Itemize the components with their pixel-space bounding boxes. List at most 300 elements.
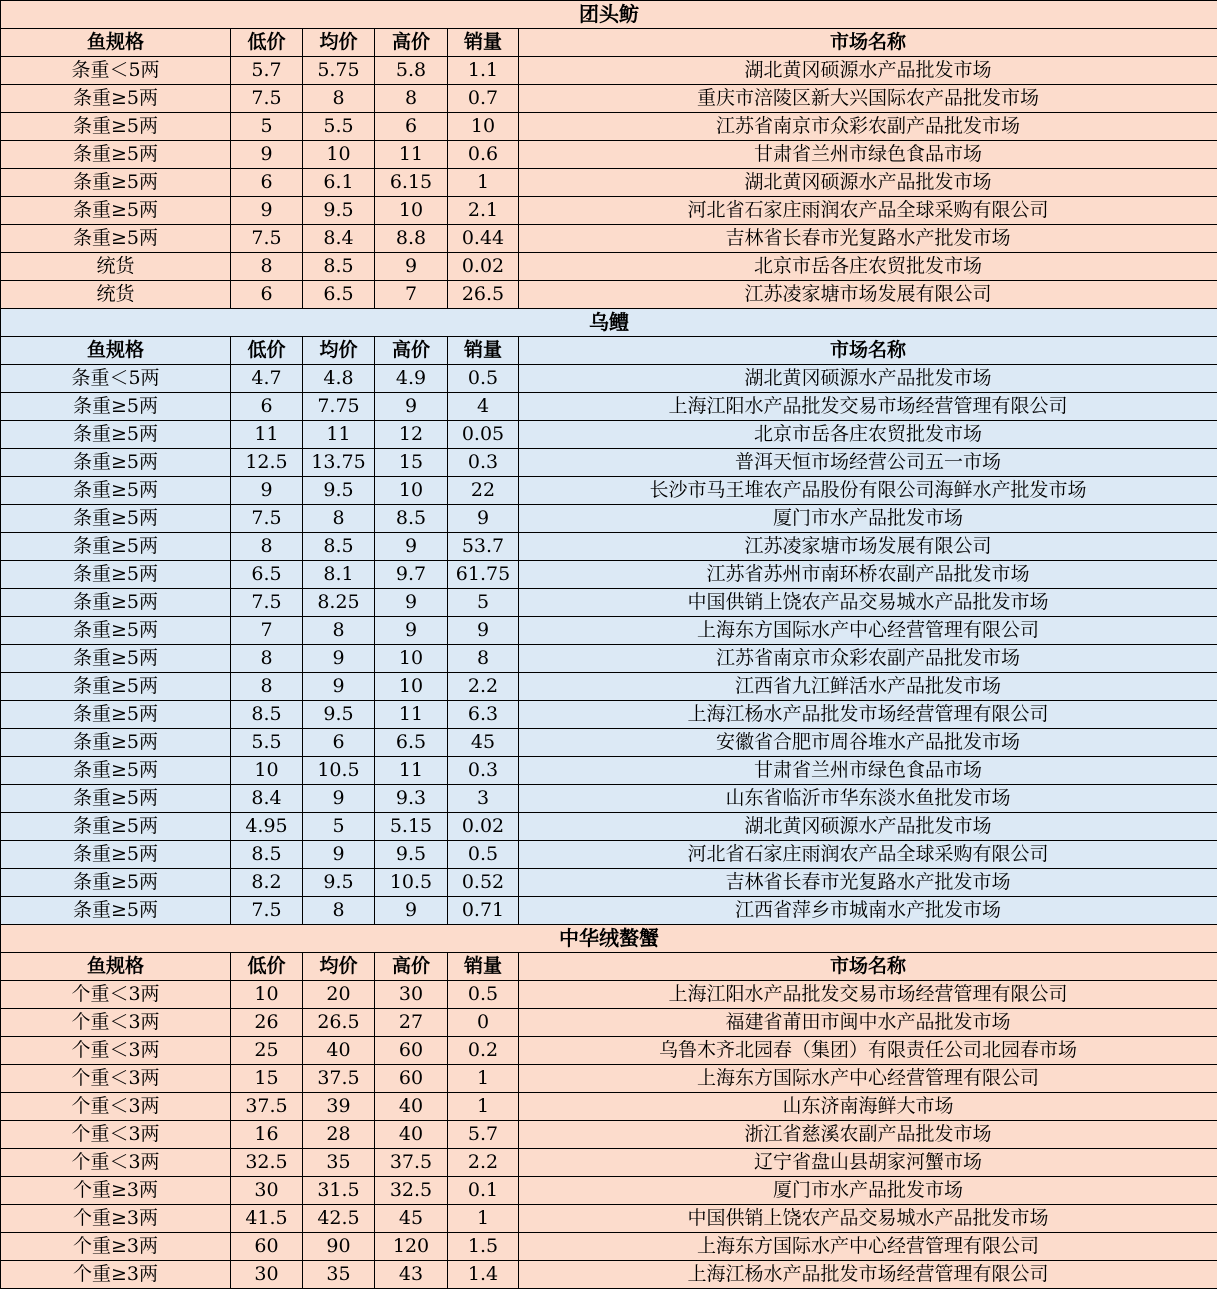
cell-low: 16 [231,1121,303,1149]
cell-spec: 条重≥5两 [1,85,231,113]
cell-avg: 8.1 [303,561,375,589]
cell-volume: 9 [448,505,519,533]
cell-low: 8.2 [231,869,303,897]
section-1 [1,309,1217,925]
cell-volume: 0 [448,1009,519,1037]
cell-high: 32.5 [375,1177,448,1205]
cell-market: 山东济南海鲜大市场 [519,1093,1217,1121]
cell-high: 27 [375,1009,448,1037]
table-row [1,617,1217,645]
cell-spec: 条重≥5两 [1,197,231,225]
header-volume: 销量 [448,337,519,365]
table-row [1,757,1217,785]
cell-avg: 26.5 [303,1009,375,1037]
cell-low: 32.5 [231,1149,303,1177]
cell-volume: 5.7 [448,1121,519,1149]
header-avg: 均价 [303,29,375,57]
cell-high: 10 [375,477,448,505]
cell-avg: 8 [303,617,375,645]
cell-spec: 条重＜5两 [1,365,231,393]
cell-volume: 0.05 [448,421,519,449]
cell-spec: 个重≥3两 [1,1177,231,1205]
table-row [1,673,1217,701]
table-row [1,645,1217,673]
cell-avg: 9.5 [303,197,375,225]
table-row [1,85,1217,113]
cell-spec: 个重≥3两 [1,1261,231,1289]
cell-volume: 8 [448,645,519,673]
cell-low: 7.5 [231,897,303,925]
cell-volume: 0.52 [448,869,519,897]
cell-market: 北京市岳各庄农贸批发市场 [519,421,1217,449]
cell-high: 5.8 [375,57,448,85]
header-market: 市场名称 [519,29,1217,57]
cell-market: 上海东方国际水产中心经营管理有限公司 [519,617,1217,645]
header-avg: 均价 [303,953,375,981]
cell-low: 7.5 [231,85,303,113]
cell-low: 12.5 [231,449,303,477]
cell-spec: 个重＜3两 [1,1121,231,1149]
cell-volume: 2.2 [448,673,519,701]
cell-low: 25 [231,1037,303,1065]
header-high: 高价 [375,953,448,981]
cell-low: 6.5 [231,561,303,589]
cell-low: 26 [231,1009,303,1037]
cell-volume: 0.3 [448,449,519,477]
table-row [1,1205,1217,1233]
cell-volume: 0.5 [448,981,519,1009]
cell-high: 45 [375,1205,448,1233]
cell-market: 中国供销上饶农产品交易城水产品批发市场 [519,1205,1217,1233]
cell-market: 上海江阳水产品批发交易市场经营管理有限公司 [519,393,1217,421]
cell-volume: 0.44 [448,225,519,253]
cell-low: 4.95 [231,813,303,841]
cell-low: 8 [231,673,303,701]
table-row [1,505,1217,533]
cell-avg: 8.4 [303,225,375,253]
cell-avg: 28 [303,1121,375,1149]
cell-low: 11 [231,421,303,449]
table-row [1,841,1217,869]
cell-high: 9 [375,617,448,645]
cell-avg: 6.5 [303,281,375,309]
header-market: 市场名称 [519,337,1217,365]
cell-low: 30 [231,1177,303,1205]
cell-market: 上海东方国际水产中心经营管理有限公司 [519,1065,1217,1093]
cell-high: 7 [375,281,448,309]
cell-low: 8.4 [231,785,303,813]
cell-avg: 8.25 [303,589,375,617]
cell-high: 10 [375,673,448,701]
cell-low: 6 [231,393,303,421]
section-2 [1,925,1217,1289]
cell-spec: 条重≥5两 [1,757,231,785]
cell-low: 7.5 [231,225,303,253]
cell-avg: 10.5 [303,757,375,785]
cell-volume: 0.6 [448,141,519,169]
cell-market: 普洱天恒市场经营公司五一市场 [519,449,1217,477]
cell-volume: 0.02 [448,253,519,281]
cell-market: 长沙市马王堆农产品股份有限公司海鲜水产批发市场 [519,477,1217,505]
cell-spec: 条重≥5两 [1,561,231,589]
header-avg: 均价 [303,337,375,365]
cell-spec: 统货 [1,253,231,281]
cell-low: 8 [231,253,303,281]
cell-volume: 1 [448,169,519,197]
cell-market: 湖北黄冈硕源水产品批发市场 [519,57,1217,85]
cell-low: 4.7 [231,365,303,393]
cell-low: 7.5 [231,505,303,533]
cell-avg: 42.5 [303,1205,375,1233]
cell-market: 江西省萍乡市城南水产批发市场 [519,897,1217,925]
cell-avg: 5.5 [303,113,375,141]
table-row [1,225,1217,253]
cell-high: 8 [375,85,448,113]
table-row [1,113,1217,141]
cell-market: 厦门市水产品批发市场 [519,505,1217,533]
header-low: 低价 [231,953,303,981]
cell-spec: 条重≥5两 [1,533,231,561]
cell-low: 8.5 [231,701,303,729]
header-volume: 销量 [448,953,519,981]
cell-spec: 条重≥5两 [1,897,231,925]
cell-spec: 条重≥5两 [1,673,231,701]
cell-avg: 11 [303,421,375,449]
cell-avg: 8 [303,897,375,925]
cell-volume: 2.1 [448,197,519,225]
cell-high: 9 [375,393,448,421]
cell-spec: 条重≥5两 [1,421,231,449]
cell-market: 安徽省合肥市周谷堆水产品批发市场 [519,729,1217,757]
cell-spec: 条重≥5两 [1,841,231,869]
table-row [1,701,1217,729]
cell-volume: 1.4 [448,1261,519,1289]
cell-high: 8.8 [375,225,448,253]
table-row [1,1093,1217,1121]
section-title-row [1,309,1217,337]
cell-volume: 0.71 [448,897,519,925]
table-row [1,421,1217,449]
cell-market: 中国供销上饶农产品交易城水产品批发市场 [519,589,1217,617]
table-row [1,1177,1217,1205]
header-low: 低价 [231,337,303,365]
cell-high: 9 [375,253,448,281]
cell-low: 7 [231,617,303,645]
header-high: 高价 [375,337,448,365]
header-spec: 鱼规格 [1,953,231,981]
section-title: 中华绒螯蟹 [1,925,1217,953]
cell-low: 30 [231,1261,303,1289]
header-spec: 鱼规格 [1,29,231,57]
cell-high: 9.7 [375,561,448,589]
cell-avg: 35 [303,1261,375,1289]
cell-spec: 个重≥3两 [1,1205,231,1233]
cell-avg: 9 [303,645,375,673]
cell-volume: 1.1 [448,57,519,85]
cell-market: 江苏省南京市众彩农副产品批发市场 [519,113,1217,141]
cell-volume: 0.2 [448,1037,519,1065]
cell-volume: 53.7 [448,533,519,561]
cell-market: 湖北黄冈硕源水产品批发市场 [519,813,1217,841]
cell-avg: 20 [303,981,375,1009]
cell-low: 5.5 [231,729,303,757]
cell-avg: 37.5 [303,1065,375,1093]
cell-avg: 6 [303,729,375,757]
cell-volume: 26.5 [448,281,519,309]
table-row [1,1065,1217,1093]
cell-spec: 条重≥5两 [1,785,231,813]
cell-high: 11 [375,701,448,729]
cell-spec: 个重＜3两 [1,1093,231,1121]
table-row [1,1009,1217,1037]
cell-spec: 个重＜3两 [1,1037,231,1065]
cell-market: 北京市岳各庄农贸批发市场 [519,253,1217,281]
cell-market: 吉林省长春市光复路水产批发市场 [519,225,1217,253]
cell-spec: 条重≥5两 [1,869,231,897]
cell-spec: 条重≥5两 [1,225,231,253]
cell-avg: 90 [303,1233,375,1261]
section-title: 团头鲂 [1,1,1217,29]
cell-avg: 9 [303,841,375,869]
table-row [1,253,1217,281]
cell-volume: 45 [448,729,519,757]
cell-market: 江苏凌家塘市场发展有限公司 [519,533,1217,561]
cell-spec: 个重＜3两 [1,981,231,1009]
cell-volume: 0.1 [448,1177,519,1205]
cell-high: 6 [375,113,448,141]
cell-low: 60 [231,1233,303,1261]
cell-low: 15 [231,1065,303,1093]
table-row [1,393,1217,421]
cell-avg: 8.5 [303,253,375,281]
cell-spec: 条重≥5两 [1,141,231,169]
cell-avg: 9.5 [303,869,375,897]
cell-market: 厦门市水产品批发市场 [519,1177,1217,1205]
header-row [1,29,1217,57]
header-row [1,953,1217,981]
cell-volume: 1.5 [448,1233,519,1261]
table-row [1,1037,1217,1065]
section-title-row [1,925,1217,953]
table-row [1,813,1217,841]
cell-market: 江苏省南京市众彩农副产品批发市场 [519,645,1217,673]
cell-high: 11 [375,141,448,169]
cell-market: 山东省临沂市华东淡水鱼批发市场 [519,785,1217,813]
cell-market: 重庆市涪陵区新大兴国际农产品批发市场 [519,85,1217,113]
table-row [1,729,1217,757]
cell-market: 福建省莆田市闽中水产品批发市场 [519,1009,1217,1037]
cell-avg: 8 [303,85,375,113]
cell-high: 60 [375,1065,448,1093]
table-row [1,281,1217,309]
cell-market: 辽宁省盘山县胡家河蟹市场 [519,1149,1217,1177]
cell-low: 9 [231,477,303,505]
cell-avg: 7.75 [303,393,375,421]
cell-volume: 0.5 [448,841,519,869]
cell-market: 上海江阳水产品批发交易市场经营管理有限公司 [519,981,1217,1009]
cell-avg: 9.5 [303,701,375,729]
cell-market: 上海东方国际水产中心经营管理有限公司 [519,1233,1217,1261]
table-row [1,169,1217,197]
cell-avg: 13.75 [303,449,375,477]
table-row [1,785,1217,813]
table-row [1,1121,1217,1149]
cell-high: 30 [375,981,448,1009]
cell-high: 15 [375,449,448,477]
cell-avg: 8 [303,505,375,533]
cell-high: 6.15 [375,169,448,197]
table-row [1,561,1217,589]
cell-avg: 31.5 [303,1177,375,1205]
cell-volume: 10 [448,113,519,141]
cell-high: 12 [375,421,448,449]
cell-spec: 个重＜3两 [1,1009,231,1037]
section-title: 乌鳢 [1,309,1217,337]
cell-spec: 条重≥5两 [1,645,231,673]
cell-volume: 0.5 [448,365,519,393]
cell-spec: 条重≥5两 [1,169,231,197]
cell-volume: 0.02 [448,813,519,841]
cell-market: 乌鲁木齐北园春（集团）有限责任公司北园春市场 [519,1037,1217,1065]
cell-spec: 条重≥5两 [1,729,231,757]
cell-high: 5.15 [375,813,448,841]
cell-high: 6.5 [375,729,448,757]
header-row [1,337,1217,365]
cell-spec: 条重≥5两 [1,813,231,841]
cell-volume: 3 [448,785,519,813]
cell-low: 7.5 [231,589,303,617]
table-row [1,449,1217,477]
cell-avg: 6.1 [303,169,375,197]
cell-volume: 9 [448,617,519,645]
cell-low: 5 [231,113,303,141]
cell-spec: 个重≥3两 [1,1233,231,1261]
table-row [1,57,1217,85]
table-row [1,1261,1217,1289]
cell-market: 河北省石家庄雨润农产品全球采购有限公司 [519,197,1217,225]
cell-volume: 0.7 [448,85,519,113]
cell-low: 9 [231,141,303,169]
table-row [1,533,1217,561]
cell-volume: 5 [448,589,519,617]
section-title-row [1,1,1217,29]
cell-low: 6 [231,169,303,197]
cell-volume: 1 [448,1065,519,1093]
cell-low: 37.5 [231,1093,303,1121]
cell-low: 8 [231,645,303,673]
cell-low: 6 [231,281,303,309]
header-market: 市场名称 [519,953,1217,981]
cell-avg: 39 [303,1093,375,1121]
cell-market: 江西省九江鲜活水产品批发市场 [519,673,1217,701]
cell-spec: 条重≥5两 [1,393,231,421]
cell-market: 湖北黄冈硕源水产品批发市场 [519,169,1217,197]
table-row [1,141,1217,169]
cell-high: 10 [375,645,448,673]
cell-volume: 6.3 [448,701,519,729]
cell-high: 9 [375,589,448,617]
cell-market: 湖北黄冈硕源水产品批发市场 [519,365,1217,393]
cell-spec: 条重＜5两 [1,57,231,85]
cell-high: 10.5 [375,869,448,897]
cell-high: 9 [375,897,448,925]
cell-market: 江苏凌家塘市场发展有限公司 [519,281,1217,309]
cell-high: 9.3 [375,785,448,813]
cell-volume: 1 [448,1205,519,1233]
cell-low: 5.7 [231,57,303,85]
cell-volume: 4 [448,393,519,421]
cell-low: 41.5 [231,1205,303,1233]
cell-market: 上海江杨水产品批发市场经营管理有限公司 [519,1261,1217,1289]
cell-spec: 条重≥5两 [1,617,231,645]
table-row [1,477,1217,505]
cell-spec: 个重＜3两 [1,1065,231,1093]
cell-low: 9 [231,197,303,225]
cell-market: 甘肃省兰州市绿色食品市场 [519,757,1217,785]
cell-market: 河北省石家庄雨润农产品全球采购有限公司 [519,841,1217,869]
cell-avg: 5.75 [303,57,375,85]
cell-volume: 22 [448,477,519,505]
cell-volume: 0.3 [448,757,519,785]
cell-spec: 条重≥5两 [1,449,231,477]
cell-volume: 61.75 [448,561,519,589]
cell-high: 4.9 [375,365,448,393]
cell-avg: 9 [303,673,375,701]
cell-volume: 2.2 [448,1149,519,1177]
cell-market: 江苏省苏州市南环桥农副产品批发市场 [519,561,1217,589]
table-row [1,197,1217,225]
section-0 [1,1,1217,309]
table-row [1,981,1217,1009]
cell-high: 9 [375,533,448,561]
cell-spec: 条重≥5两 [1,505,231,533]
cell-high: 60 [375,1037,448,1065]
cell-avg: 10 [303,141,375,169]
cell-high: 9.5 [375,841,448,869]
cell-high: 40 [375,1093,448,1121]
cell-market: 吉林省长春市光复路水产批发市场 [519,869,1217,897]
cell-high: 37.5 [375,1149,448,1177]
cell-low: 8 [231,533,303,561]
cell-market: 甘肃省兰州市绿色食品市场 [519,141,1217,169]
cell-high: 43 [375,1261,448,1289]
cell-spec: 个重＜3两 [1,1149,231,1177]
cell-low: 8.5 [231,841,303,869]
cell-high: 11 [375,757,448,785]
header-spec: 鱼规格 [1,337,231,365]
cell-spec: 条重≥5两 [1,113,231,141]
cell-high: 10 [375,197,448,225]
cell-avg: 9.5 [303,477,375,505]
cell-avg: 35 [303,1149,375,1177]
table-row [1,589,1217,617]
cell-avg: 5 [303,813,375,841]
cell-high: 120 [375,1233,448,1261]
cell-spec: 统货 [1,281,231,309]
cell-avg: 4.8 [303,365,375,393]
cell-avg: 8.5 [303,533,375,561]
table-row [1,1233,1217,1261]
table-row [1,365,1217,393]
cell-low: 10 [231,757,303,785]
table-row [1,1149,1217,1177]
cell-high: 8.5 [375,505,448,533]
header-volume: 销量 [448,29,519,57]
header-low: 低价 [231,29,303,57]
cell-low: 10 [231,981,303,1009]
table-row [1,897,1217,925]
cell-spec: 条重≥5两 [1,477,231,505]
